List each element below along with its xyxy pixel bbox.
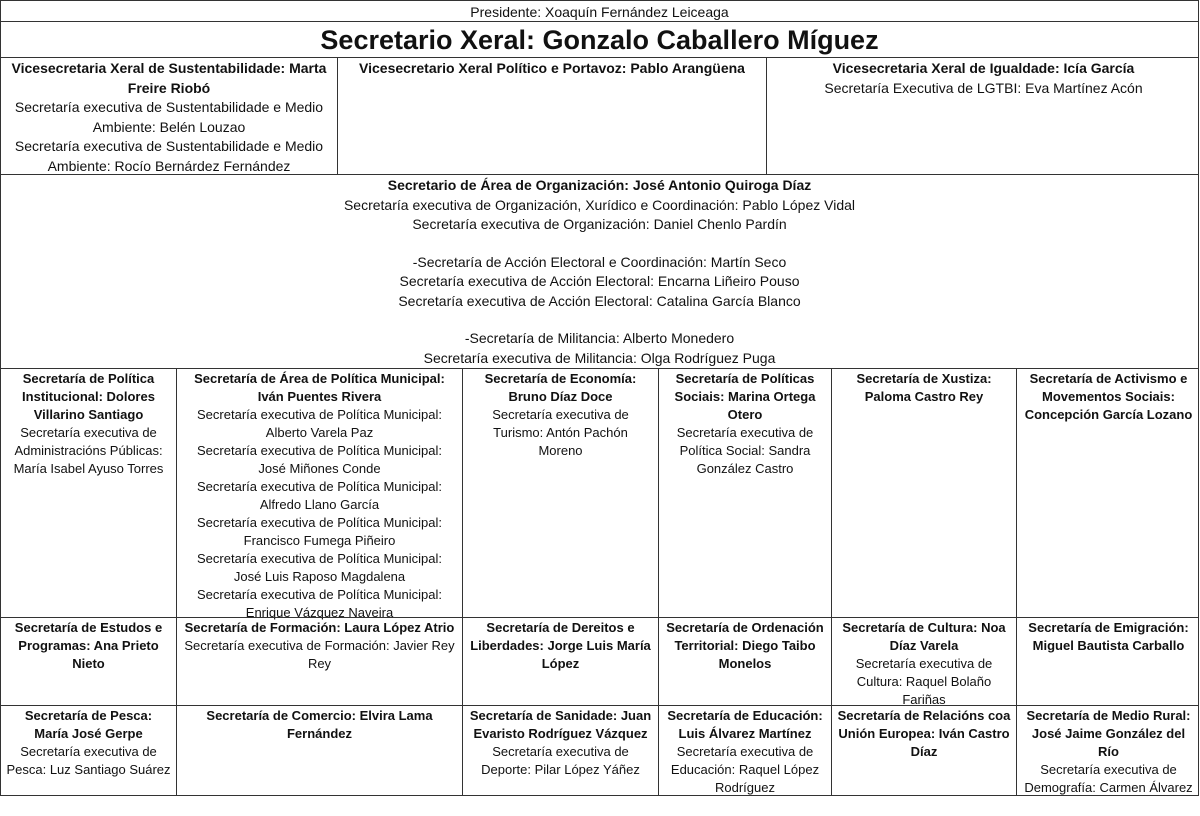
executive-line: Alfredo Llano García xyxy=(259,497,380,512)
executive-line: Secretaría executiva de Formación: Javier Rey xyxy=(184,638,455,653)
spacer xyxy=(5,311,1194,329)
secretariat-title: Movementos Sociais: xyxy=(1042,389,1175,404)
secretariat-title: Otero xyxy=(727,407,763,422)
secretariats-row-2 xyxy=(0,617,1199,706)
vice-executive-line: Secretaría executiva de Sustentabilidade e Medio Ambiente: Rocío Bernárdez Fernández xyxy=(14,138,324,174)
executive-line: Secretaría executiva de Política Municipal: xyxy=(197,407,442,422)
secretariat-title: Institucional: Dolores xyxy=(22,389,155,404)
executive-line: Deporte: Pilar López Yáñez xyxy=(481,762,640,777)
secretariat-cell xyxy=(462,618,658,705)
secretariat-title: Luis Álvarez Martínez xyxy=(678,726,812,741)
secretariat-title: Secretaría de Políticas xyxy=(675,371,815,386)
secretariat-title: Concepción García Lozano xyxy=(1024,407,1193,422)
secretariat-title: Sociais: Marina Ortega xyxy=(674,389,816,404)
executive-line: Rodríguez xyxy=(715,780,775,795)
organization-line: Secretaría executiva de Organización, Xurídico e Coordinación: Pablo López Vidal xyxy=(343,196,856,213)
executive-line: Secretaría executiva de xyxy=(20,744,157,759)
secretariat-title: Secretaría de Emigración: xyxy=(1028,620,1189,635)
executive-line: Secretaría executiva de Política Municipal: xyxy=(197,443,442,458)
executive-line: José Luis Raposo Magdalena xyxy=(233,569,406,584)
organization-row xyxy=(0,174,1199,369)
executive-line: Secretaría executiva de xyxy=(676,744,814,759)
secretariat-cell xyxy=(1,706,176,795)
secretariat-cell xyxy=(831,369,1016,617)
secretariat-title: Secretaría de Economía: xyxy=(484,371,637,386)
secretariat-title: Nieto xyxy=(72,656,105,671)
secretariat-title: Secretaría de Área de Política Municipal: xyxy=(194,371,445,386)
secretariats-row-3 xyxy=(0,705,1199,796)
executive-line: Secretaría executiva de xyxy=(492,407,629,422)
executive-line: María Isabel Ayuso Torres xyxy=(13,461,164,476)
organization-line: -Secretaría de Acción Electoral e Coordinación: Martín Seco xyxy=(412,253,787,270)
executive-line: Secretaría executiva de Política Municipal: xyxy=(197,587,442,602)
organization-line: Secretaría executiva de Militancia: Olga Rodríguez Puga xyxy=(423,349,776,366)
secretariat-title: María José Gerpe xyxy=(34,726,143,741)
secretariat-cell xyxy=(462,369,658,617)
secretariat-title: Secretaría de Dereitos e xyxy=(486,620,635,635)
executive-line: González Castro xyxy=(696,461,794,476)
secretariat-title: Miguel Bautista Carballo xyxy=(1032,638,1185,653)
executive-line: Cultura: Raquel Bolaño xyxy=(856,674,992,689)
executive-line: Alberto Varela Paz xyxy=(265,425,374,440)
executive-line: Rey xyxy=(307,656,332,671)
secretary-general-title: Secretario Xeral: Gonzalo Caballero Míguez xyxy=(320,25,879,55)
secretariat-cell xyxy=(1,618,176,705)
secretariat-title: Secretaría de Educación: xyxy=(667,708,823,723)
secretariat-cell xyxy=(176,618,462,705)
secretariat-title: Díaz Varela xyxy=(889,638,959,653)
secretariat-cell xyxy=(658,369,831,617)
executive-line: Secretaría executiva de Política Municipal: xyxy=(197,515,442,530)
secretariat-title: Secretaría de Política xyxy=(22,371,155,386)
secretariat-title: Bruno Díaz Doce xyxy=(508,389,613,404)
secretariat-cell xyxy=(462,706,658,795)
executive-line: Francisco Fumega Piñeiro xyxy=(243,533,396,548)
vice-executive-line: Secretaría Executiva de LGTBI: Eva Martínez Acón xyxy=(824,79,1143,96)
spacer xyxy=(5,235,1194,253)
executive-line: Fariñas xyxy=(902,692,946,707)
executive-line: Secretaría executiva de xyxy=(492,744,629,759)
secretariat-cell xyxy=(1016,618,1200,705)
executive-line: Secretaría executiva de xyxy=(676,425,814,440)
secretariat-cell xyxy=(831,618,1016,705)
secretariat-cell xyxy=(1016,369,1200,617)
organization-title: Secretario de Área de Organización: José Antonio Quiroga Díaz xyxy=(387,177,812,193)
secretariat-cell xyxy=(658,706,831,795)
secretariats-row-1 xyxy=(0,368,1199,618)
secretariat-title: Secretaría de Cultura: Noa xyxy=(842,620,1006,635)
secretariat-title: Liberdades: Jorge Luis María xyxy=(470,638,651,653)
executive-line: Secretaría executiva de Política Municipal: xyxy=(197,479,442,494)
vice-secretary-cell xyxy=(337,58,766,174)
secretariat-title: Secretaría de Formación: Laura López Atrio xyxy=(184,620,455,635)
secretariat-title: Paloma Castro Rey xyxy=(864,389,984,404)
executive-line: Turismo: Antón Pachón xyxy=(493,425,628,440)
executive-line: Secretaría executiva de Política Municipal: xyxy=(197,551,442,566)
secretariat-title: José Jaime González del Río xyxy=(1031,726,1186,759)
secretariat-title: Villarino Santiago xyxy=(33,407,144,422)
secretariat-title: Secretaría de Ordenación xyxy=(666,620,824,635)
secretariat-title: Iván Puentes Rivera xyxy=(257,389,382,404)
secretariat-title: Secretaría de Medio Rural: xyxy=(1026,708,1191,723)
executive-line: Demografía: Carmen Álvarez xyxy=(1024,780,1193,795)
vice-secretary-title: Vicesecretaria Xeral de Igualdade: Icía García xyxy=(832,60,1135,76)
secretariat-cell xyxy=(176,369,462,620)
executive-line: José Miñones Conde xyxy=(258,461,381,476)
vice-secretary-cell xyxy=(1,58,337,174)
secretariat-title: Secretaría de Xustiza: xyxy=(856,371,992,386)
vice-secretary-title: Vicesecretaria Xeral de Sustentabilidade: Marta Freire Riobó xyxy=(11,60,327,96)
secretariat-title: Secretaría de Relacións coa xyxy=(837,708,1011,723)
executive-line: Secretaría executiva de xyxy=(855,656,993,671)
secretariat-cell xyxy=(176,706,462,795)
vice-secretary-cell xyxy=(766,58,1200,174)
secretariat-title: Secretaría de Comercio: Elvira Lama xyxy=(206,708,433,723)
secretariat-title: Programas: Ana Prieto xyxy=(18,638,159,653)
vice-secretary-title: Vicesecretario Xeral Político e Portavoz: Pablo Arangüena xyxy=(359,60,745,76)
secretariat-title: Evaristo Rodríguez Vázquez xyxy=(473,726,648,741)
secretariat-title: Monelos xyxy=(718,656,772,671)
secretariat-title: Secretaría de Pesca: xyxy=(24,708,153,723)
secretariat-title: López xyxy=(541,656,580,671)
president-row xyxy=(0,0,1199,22)
executive-line: Enrique Vázquez Naveira xyxy=(245,605,394,620)
president-label: Presidente: Xoaquín Fernández Leiceaga xyxy=(470,4,729,20)
organization-line: Secretaría executiva de Organización: Daniel Chenlo Pardín xyxy=(412,216,787,232)
executive-line: Política Social: Sandra xyxy=(679,443,811,458)
organization-cell xyxy=(1,175,1198,368)
vice-executive-line: Secretaría executiva de Sustentabilidade e Medio Ambiente: Belén Louzao xyxy=(14,99,324,135)
executive-line: Educación: Raquel López xyxy=(670,762,820,777)
secretariat-title: Díaz xyxy=(910,744,938,759)
secretariat-title: Secretaría de Sanidade: Juan xyxy=(469,708,652,723)
secretariat-title: Secretaría de Estudos e xyxy=(14,620,163,635)
organization-line: Secretaría executiva de Acción Electoral: Catalina García Blanco xyxy=(398,292,801,309)
secretariat-title: Secretaría de Activismo e xyxy=(1029,371,1188,386)
secretariat-cell xyxy=(1016,706,1200,795)
secretariat-title: Fernández xyxy=(286,726,352,741)
executive-line: Administracións Públicas: xyxy=(14,443,163,458)
organization-line: Secretaría executiva de Acción Electoral: Encarna Liñeiro Pouso xyxy=(399,273,800,289)
executive-line: Pesca: Luz Santiago Suárez xyxy=(6,762,171,777)
executive-line: Moreno xyxy=(538,443,583,458)
secretary-general-row xyxy=(0,21,1199,58)
secretariat-cell xyxy=(1,369,176,617)
secretariat-title: Unión Europea: Iván Castro xyxy=(838,726,1010,741)
secretariat-cell xyxy=(831,706,1016,795)
organization-line: -Secretaría de Militancia: Alberto Monedero xyxy=(464,330,735,346)
secretariat-title: Territorial: Diego Taibo xyxy=(674,638,816,653)
executive-line: Secretaría executiva de xyxy=(1040,762,1177,777)
vice-secretaries-row xyxy=(0,57,1199,175)
executive-line: Secretaría executiva de xyxy=(20,425,157,440)
secretariat-cell xyxy=(658,618,831,705)
